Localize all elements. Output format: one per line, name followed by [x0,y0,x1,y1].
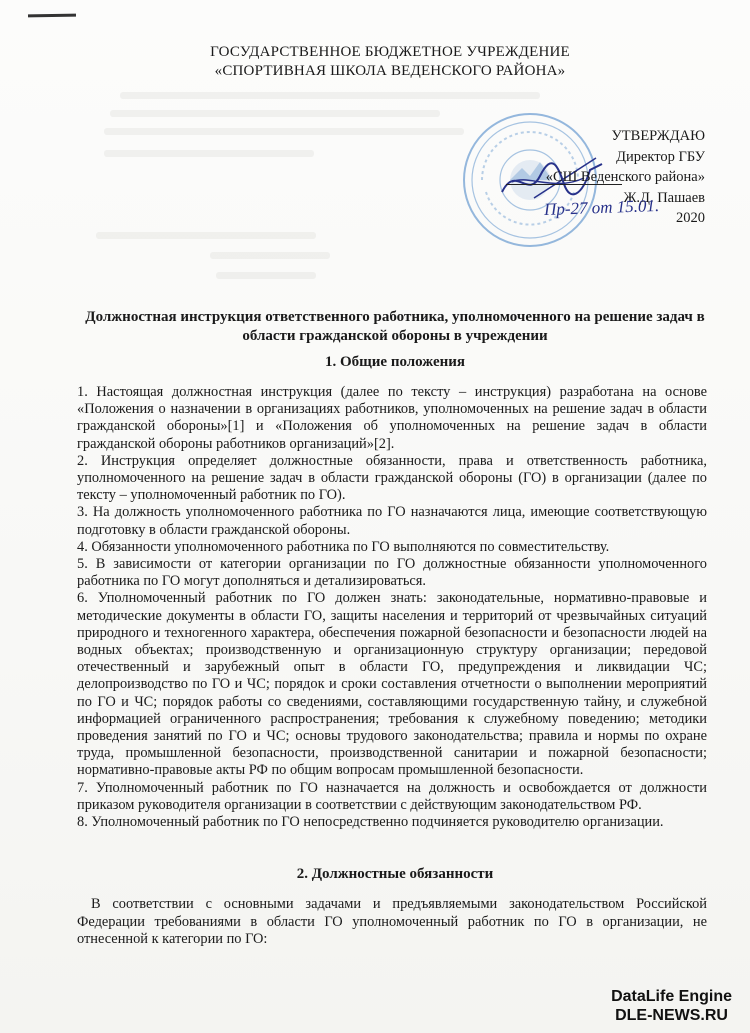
section-heading-general: 1. Общие положения [324,354,466,370]
organization-header [0,43,750,81]
approval-organization: «СШ Веденского района» [545,169,705,185]
clause-8: 8. Уполномоченный работник по ГО непосредственно подчиняется руководителю организации. [77,814,664,831]
document-title [70,308,720,346]
clause-7: 7. Уполномоченный работник по ГО назначается на должность и освобождается от должности приказом руководителя организации в соответствии с действующим законодательством РФ. [77,779,707,813]
clause-3: 3. На должность уполномоченного работника по ГО назначаются лица, имеющие соответствующую подготовку в области гражданской обороны. [77,504,707,538]
bleed-through-line [110,110,440,117]
bleed-through-line [104,150,314,157]
clause-1: 1. Настоящая должностная инструкция (далее по тексту – инструкция) разработана на основе «Положения о назначении в организациях работников, уполномоченных на решение задач в области гражданской обороны»[1] и «Положения об уполномоченных на решение задач в области гражданской обороны работников организаций»[2]. [77,384,707,452]
scan-corner-mark [28,14,76,18]
organization-name: «СПОРТИВНАЯ ШКОЛА ВЕДЕНСКОГО РАЙОНА» [214,63,566,79]
handwritten-order-number: Пр-27 от 15.01. [543,195,660,220]
clause-6: 6. Уполномоченный работник по ГО должен знать: законодательные, нормативно-правовые и методические документы в области ГО, защиты населения и территорий от чрезвычайных ситуаций природного и техногенного характера, обеспечения пожарной безопасности и безопасности людей на водных объектах; производственную и организационную структуру организации; передовой отечественный и зарубежный опыт в области ГО, предупреждения и ликвидации ЧС; делопроизводство по ГО и ЧС; порядок и сроки составления отчетности о выполнении мероприятий по ГО и ЧС; порядок работы со сведениями, составляющими государственную тайну, и служебной информацией ограниченного распространения; требования к служебному поведению; методики проведения занятий по ГО и ЧС; основы трудового законодательства; правила и нормы по охране труда, промышленной безопасности, производственной санитарии и пожарной безопасности; нормативно-правовые акты РФ по общим вопросам промышленной безопасности. [77,590,707,779]
approval-year: 2020 [676,210,705,226]
watermark-line1: DataLife Engine [611,988,732,1005]
document-title-line2: области гражданской обороны в учреждении [242,328,548,344]
bleed-through-line [120,92,540,99]
watermark-line2: DLE-NEWS.RU [615,1007,728,1024]
clause-4: 4. Обязанности уполномоченного работника по ГО выполняются по совместительству. [77,538,610,555]
clause-5: 5. В зависимости от категории организации по ГО должностные обязанности уполномоченного работника по ГО могут дополняться и детализироваться. [77,556,707,590]
section-heading-duties: 2. Должностные обязанности [296,866,494,882]
approval-position: Директор ГБУ [616,148,705,165]
clause-2: 2. Инструкция определяет должностные обязанности, права и ответственность работника, уполномоченного на решение задач в области гражданской обороны (ГО) в организации (далее по тексту – уполномоченный работник по ГО). [77,452,707,504]
organization-type: ГОСУДАРСТВЕННОЕ БЮДЖЕТНОЕ УЧРЕЖДЕНИЕ [210,44,570,60]
signature-line [506,184,622,185]
site-watermark [611,987,732,1025]
approval-signer-name: Ж.Д. Пашаев [623,189,705,206]
bleed-through-line [104,128,464,135]
bleed-through-line [210,252,330,259]
approval-label: УТВЕРЖДАЮ [611,128,705,144]
section-duties-body [77,896,707,949]
section-general-body [77,384,707,831]
document-title-line1: Должностная инструкция ответственного работника, уполномоченного на решение задач в [85,309,705,325]
bleed-through-line [96,232,316,239]
duties-intro: В соответствии с основными задачами и предъявляемыми законодательством Российской Федерации требованиями в области ГО уполномоченный работник по ГО в организации, не отнесенной к категории по ГО: [77,896,707,948]
bleed-through-line [216,272,316,279]
